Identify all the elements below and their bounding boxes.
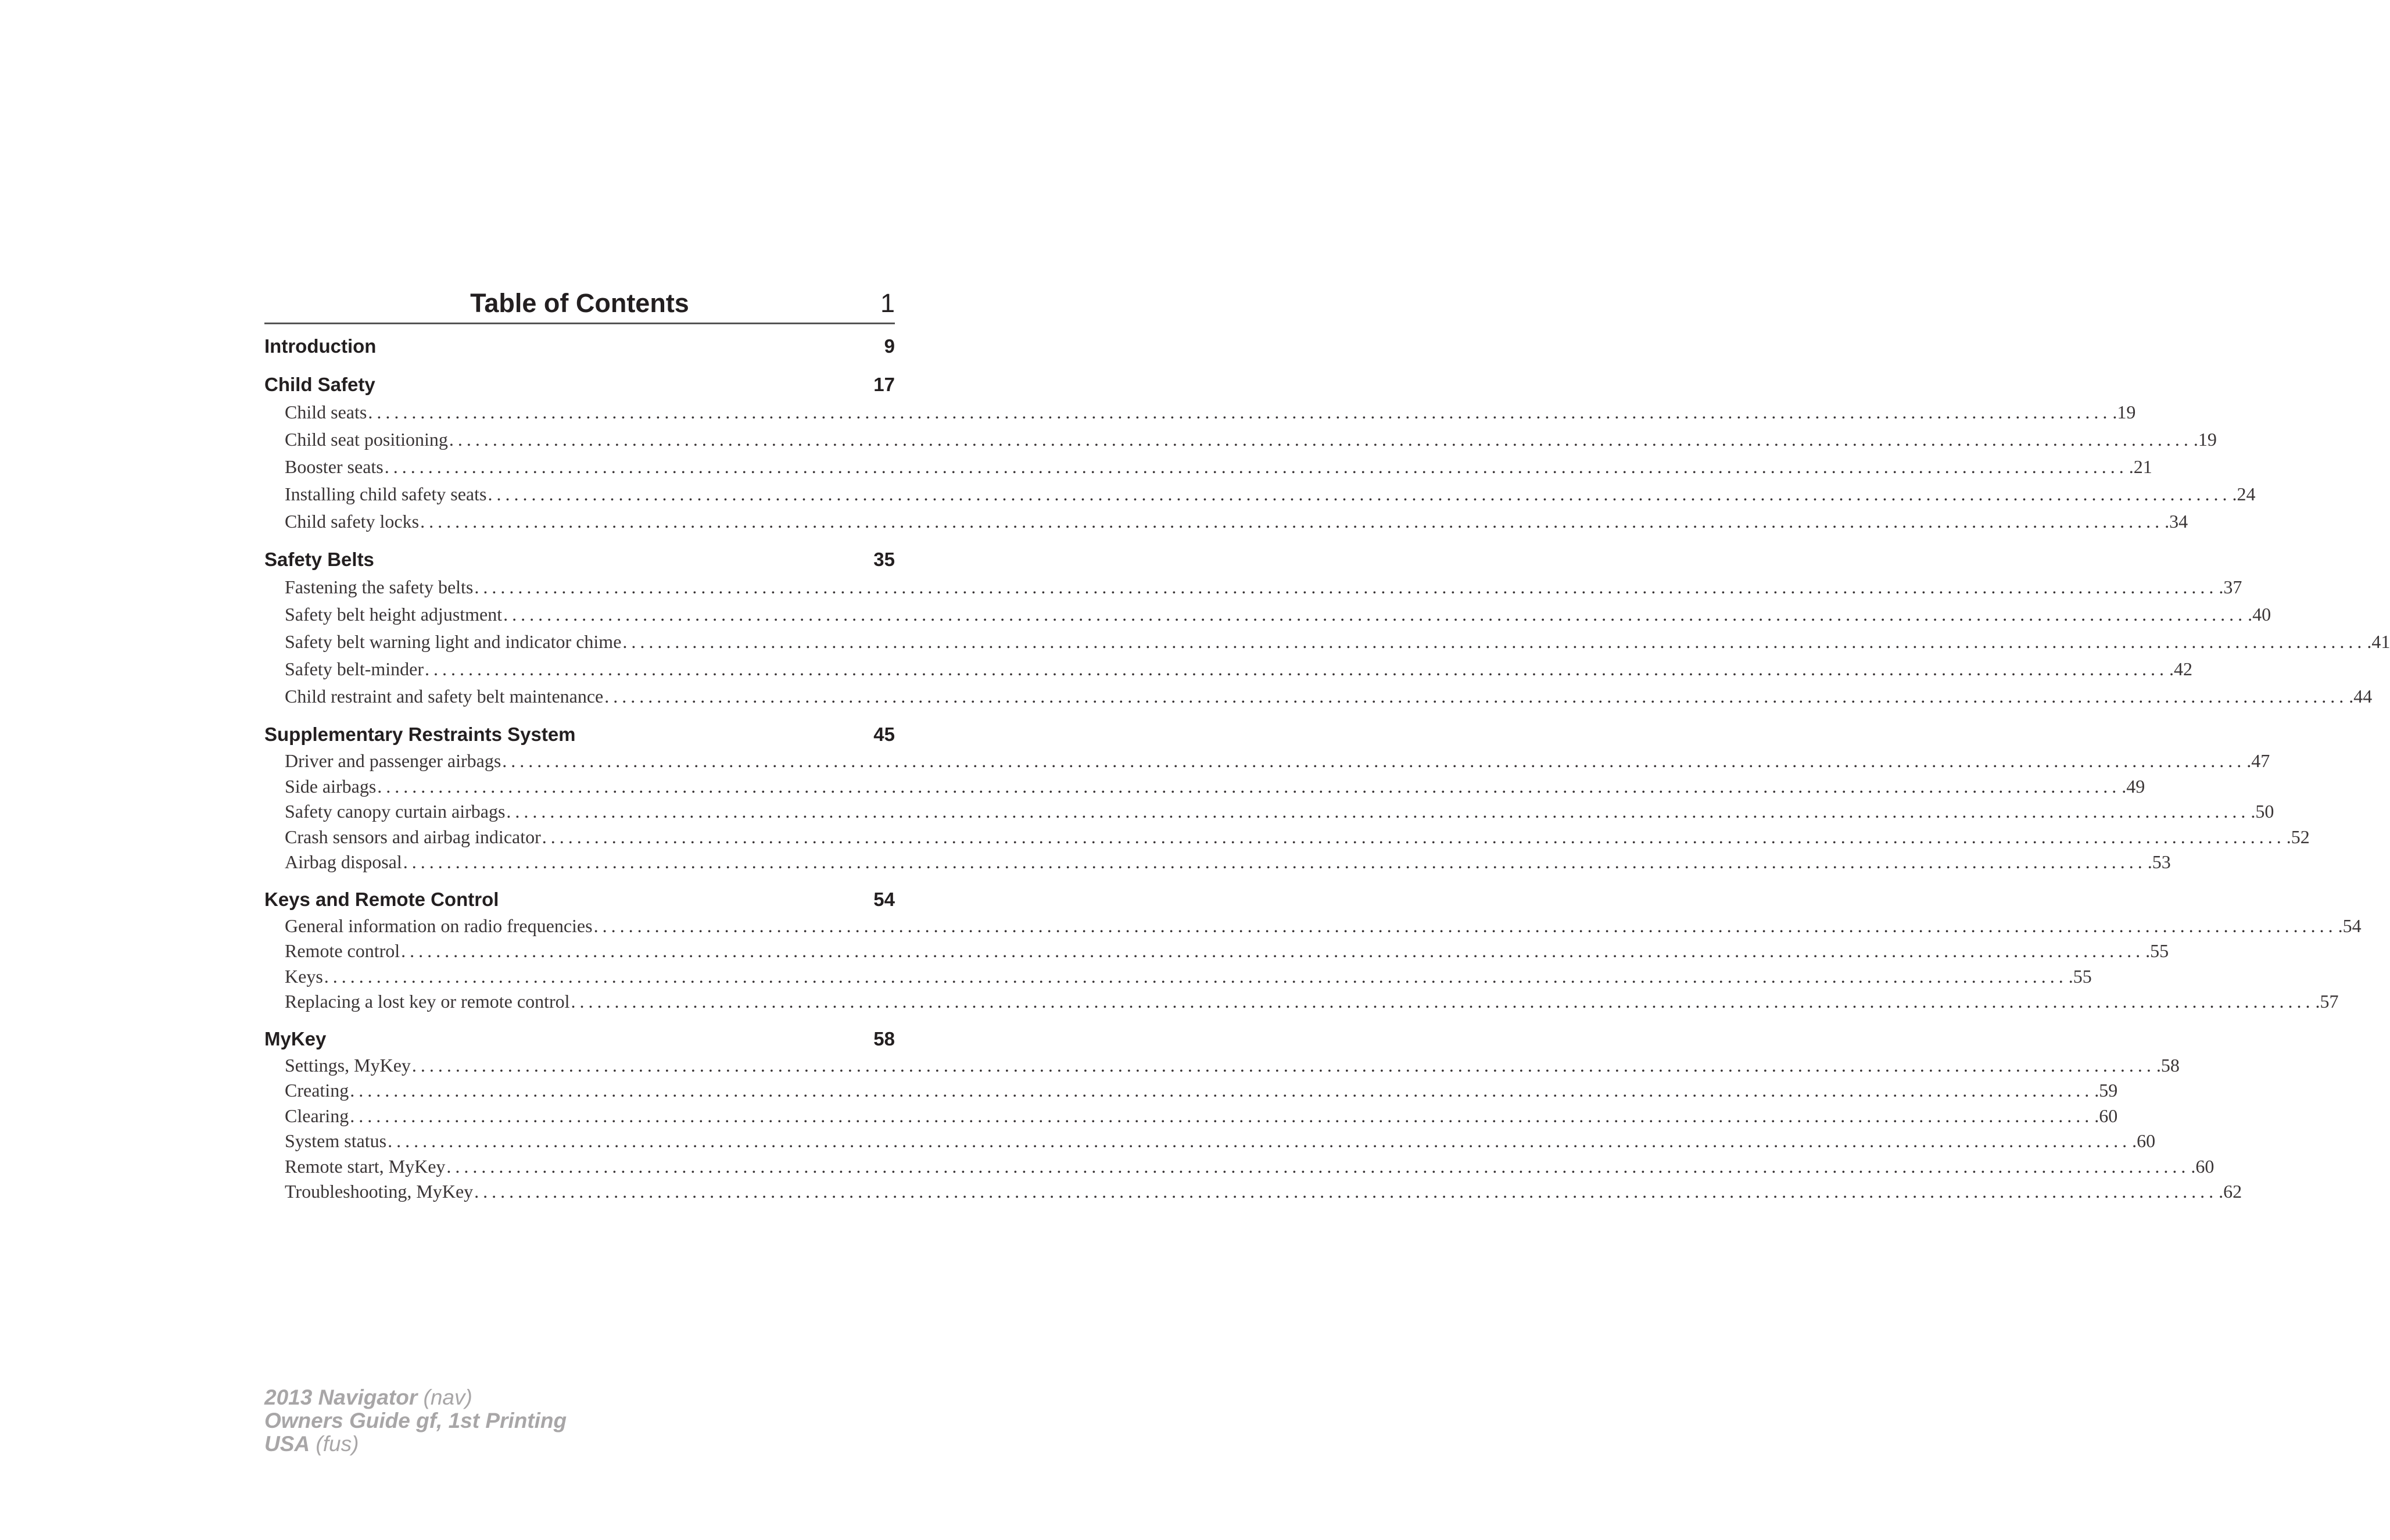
toc-entry-title: Safety belt warning light and indicator chime [285, 631, 622, 652]
toc-entry-page: .34 [2165, 511, 2188, 532]
footer-line-2: Owners Guide gf, 1st Printing [264, 1409, 567, 1432]
section-heading[interactable] [264, 371, 895, 399]
toc-entry[interactable] [264, 481, 2256, 508]
toc-entry[interactable] [264, 656, 2193, 683]
toc-entry-title: Child restraint and safety belt maintenance [285, 686, 604, 707]
footer-market: USA [264, 1432, 310, 1456]
dot-leader: ........................................................................................................................................................................................................ [449, 429, 2192, 450]
toc-entry-title: Fastening the safety belts [285, 576, 474, 597]
toc-entry-title: Side airbags [285, 775, 377, 797]
toc-section [264, 886, 2362, 1015]
toc-entry-title: Driver and passenger airbags [285, 750, 501, 771]
toc-entry-page: .50 [2251, 801, 2274, 822]
toc-entry[interactable] [264, 683, 2373, 710]
dot-leader: ........................................................................................................................................................................................................ [384, 456, 2128, 477]
toc-entry[interactable] [264, 628, 2390, 656]
toc-entry[interactable] [264, 799, 2274, 825]
dot-leader: ........................................................................................................................................................................................................ [488, 484, 2231, 504]
section-heading[interactable] [264, 1025, 895, 1053]
toc-entry[interactable] [264, 989, 2339, 1015]
dot-leader: ........................................................................................................................................................................................................ [377, 775, 2121, 797]
toc-entry-title: General information on radio frequencies [285, 915, 593, 936]
toc-entry-title: Remote control [285, 940, 400, 961]
section-heading-title: Supplementary Restraints System [264, 724, 576, 745]
section-heading-page: 45 [873, 724, 895, 745]
dot-leader: ........................................................................................................................................................................................................ [425, 658, 2169, 679]
toc-entry[interactable] [264, 939, 2169, 964]
toc-entry[interactable] [264, 1078, 2118, 1104]
dot-leader: ........................................................................................................................................................................................................ [571, 991, 2314, 1012]
section-heading-title: Child Safety [264, 374, 375, 395]
dot-leader: ........................................................................................................................................................................................................ [403, 851, 2147, 872]
toc-entry-title: Booster seats [285, 456, 384, 477]
section-heading-page: 58 [873, 1027, 895, 1050]
toc-entry-title: Installing child safety seats [285, 484, 487, 504]
toc-entry-page: .59 [2094, 1080, 2118, 1101]
toc-entry-page: .40 [2248, 604, 2271, 625]
toc-entry-page: .19 [2112, 402, 2136, 422]
section-heading-page: 17 [873, 374, 895, 395]
footer-line-1 [264, 1386, 567, 1409]
dot-leader: ........................................................................................................................................................................................................ [388, 1130, 2131, 1151]
dot-leader: ........................................................................................................................................................................................................ [622, 631, 2366, 652]
toc-entry[interactable] [264, 601, 2271, 628]
section-heading[interactable] [264, 546, 895, 574]
toc-entry[interactable] [264, 399, 2136, 426]
toc-entry-page: .54 [2338, 915, 2362, 936]
footer-market-code: (fus) [316, 1432, 359, 1456]
toc-entry[interactable] [264, 1053, 2180, 1079]
section-heading-page: 54 [873, 888, 895, 910]
toc-entry[interactable] [264, 426, 2217, 453]
toc-entry-page: .49 [2122, 775, 2145, 797]
footer-model: 2013 Navigator [264, 1385, 418, 1409]
toc-entry-title: Keys [285, 965, 323, 987]
toc-entry-page: .57 [2315, 991, 2339, 1012]
dot-leader: ........................................................................................................................................................................................................ [350, 1080, 2094, 1101]
toc-entry-page: .52 [2286, 826, 2310, 847]
toc-entry-title: System status [285, 1130, 387, 1151]
toc-entry[interactable] [264, 574, 2242, 601]
toc-entry-page: .44 [2349, 686, 2373, 707]
toc-entry-page: .60 [2132, 1130, 2156, 1151]
toc-section [264, 332, 895, 360]
dot-leader: ........................................................................................................................................................................................................ [604, 686, 2348, 707]
toc-section [264, 721, 2310, 875]
page-number: 1 [880, 288, 895, 318]
toc-section [264, 1025, 2242, 1205]
dot-leader: ........................................................................................................................................................................................................ [368, 402, 2112, 422]
toc-entry[interactable] [264, 1104, 2118, 1129]
toc-entry-page: .19 [2193, 429, 2217, 450]
toc-entry-page: .41 [2367, 631, 2390, 652]
toc-entry-title: Clearing [285, 1105, 349, 1126]
footer [264, 1386, 567, 1456]
toc-entry[interactable] [264, 1154, 2215, 1180]
table-of-contents [264, 332, 2390, 1215]
page-title: Table of Contents [470, 288, 689, 318]
toc-entry-page: .55 [2068, 965, 2092, 987]
toc-entry-title: Crash sensors and airbag indicator [285, 826, 541, 847]
toc-entry[interactable] [264, 825, 2310, 850]
dot-leader: ........................................................................................................................................................................................................ [401, 940, 2145, 961]
toc-entry-title: Troubleshooting, MyKey [285, 1181, 474, 1202]
toc-entry-title: Safety canopy curtain airbags [285, 801, 506, 822]
page-header [264, 284, 895, 324]
dot-leader: ........................................................................................................................................................................................................ [324, 965, 2067, 987]
section-heading[interactable] [264, 886, 895, 914]
toc-section [264, 546, 2390, 710]
toc-entry-page: .47 [2246, 750, 2270, 771]
section-heading-page: 9 [884, 335, 895, 357]
dot-leader: ........................................................................................................................................................................................................ [350, 1105, 2094, 1126]
toc-entry-page: .53 [2147, 851, 2171, 872]
section-heading-title: Keys and Remote Control [264, 888, 499, 910]
toc-entry[interactable] [264, 774, 2145, 800]
toc-entry-title: Child seat positioning [285, 429, 448, 450]
toc-entry[interactable] [264, 748, 2270, 774]
toc-entry[interactable] [264, 964, 2092, 990]
toc-entry-page: .55 [2145, 940, 2169, 961]
toc-entry-title: Airbag disposal [285, 851, 402, 872]
toc-entry-page: .60 [2191, 1155, 2215, 1177]
dot-leader: ........................................................................................................................................................................................................ [503, 604, 2247, 625]
toc-entry-title: Child safety locks [285, 511, 420, 532]
dot-leader: ........................................................................................................................................................................................................ [474, 1181, 2218, 1202]
toc-entry-title: Settings, MyKey [285, 1054, 411, 1076]
toc-entry-title: Remote start, MyKey [285, 1155, 446, 1177]
dot-leader: ........................................................................................................................................................................................................ [446, 1155, 2190, 1177]
dot-leader: ........................................................................................................................................................................................................ [420, 511, 2164, 532]
toc-entry-page: .37 [2219, 576, 2242, 597]
toc-entry-page: .42 [2169, 658, 2193, 679]
dot-leader: ........................................................................................................................................................................................................ [593, 915, 2337, 936]
toc-entry-title: Child seats [285, 402, 367, 422]
dot-leader: ........................................................................................................................................................................................................ [411, 1054, 2155, 1076]
toc-entry-page: .21 [2129, 456, 2152, 477]
toc-entry[interactable] [264, 453, 2152, 481]
toc-entry-title: Creating [285, 1080, 349, 1101]
toc-entry[interactable] [264, 1129, 2156, 1154]
toc-entry-page: .62 [2219, 1181, 2242, 1202]
footer-line-3 [264, 1432, 567, 1456]
dot-leader: ........................................................................................................................................................................................................ [474, 576, 2218, 597]
toc-entry[interactable] [264, 914, 2362, 939]
dot-leader: ........................................................................................................................................................................................................ [502, 750, 2246, 771]
section-heading-page: 35 [873, 549, 895, 570]
footer-model-code: (nav) [423, 1385, 472, 1409]
toc-entry-page: .24 [2232, 484, 2256, 504]
section-heading[interactable] [264, 721, 895, 748]
section-heading-title: Introduction [264, 335, 377, 357]
dot-leader: ........................................................................................................................................................................................................ [506, 801, 2250, 822]
section-heading-title: MyKey [264, 1027, 327, 1050]
toc-entry-page: .58 [2156, 1054, 2180, 1076]
toc-entry-title: Replacing a lost key or remote control [285, 991, 570, 1012]
section-heading[interactable] [264, 332, 895, 360]
toc-entry-title: Safety belt-minder [285, 658, 424, 679]
toc-entry-page: .60 [2094, 1105, 2118, 1126]
dot-leader: ........................................................................................................................................................................................................ [542, 826, 2285, 847]
toc-entry[interactable] [264, 1179, 2242, 1205]
toc-section [264, 371, 2256, 535]
toc-entry-title: Safety belt height adjustment [285, 604, 503, 625]
section-heading-title: Safety Belts [264, 549, 374, 570]
toc-entry[interactable] [264, 850, 2171, 875]
toc-entry[interactable] [264, 508, 2188, 535]
